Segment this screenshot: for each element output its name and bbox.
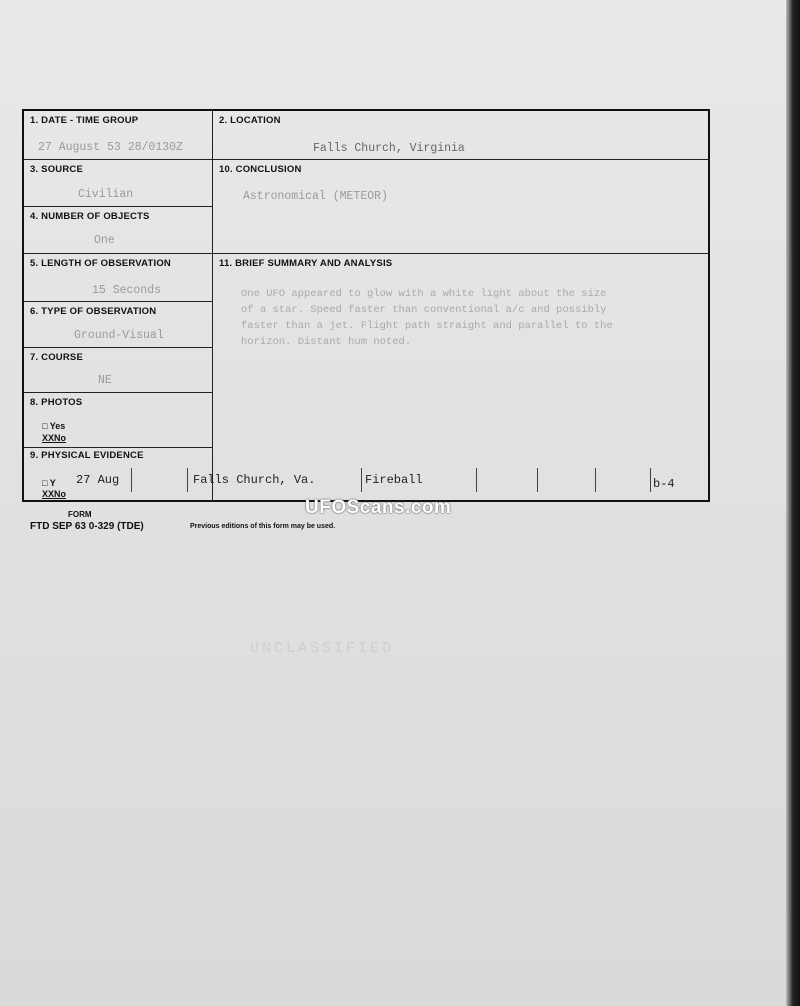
summary-text: [241, 286, 613, 350]
photos-cell: [24, 393, 213, 448]
photos-yes-label: Yes: [49, 421, 66, 431]
physical-evidence-yes-option: □ Y: [42, 478, 56, 488]
conclusion-value: Astronomical (METEOR): [243, 190, 388, 203]
number-of-objects-label: 4. NUMBER OF OBJECTS: [30, 211, 150, 222]
course-value: NE: [98, 374, 112, 387]
index-divider: [476, 468, 477, 492]
source-value: Civilian: [78, 188, 134, 201]
location-label: 2. LOCATION: [219, 115, 281, 126]
photos-no-option: [42, 433, 66, 443]
index-divider: [537, 468, 538, 492]
summary-line: faster than a jet. Flight path straight and parallel to the: [241, 320, 613, 332]
index-divider: [595, 468, 596, 492]
index-divider: [187, 468, 188, 492]
type-of-observation-value: Ground-Visual: [74, 329, 164, 342]
course-label: 7. COURSE: [30, 352, 84, 363]
form-word: FORM: [68, 510, 92, 519]
photos-no-mark: XX: [42, 433, 55, 443]
location-cell: [213, 111, 710, 160]
physical-evidence-no-option: [42, 489, 66, 499]
length-of-observation-label: 5. LENGTH OF OBSERVATION: [30, 258, 171, 269]
photos-yes-option: □ Yes: [42, 421, 66, 431]
summary-line: One UFO appeared to glow with a white light about the size: [241, 288, 607, 300]
index-type: Fireball: [365, 473, 423, 487]
date-time-value: 27 August 53 28/0130Z: [38, 141, 183, 154]
number-of-objects-value: One: [94, 234, 115, 247]
form-number: FTD SEP 63 0-329 (TDE): [30, 521, 144, 532]
summary-line: of a star. Speed faster than conventional a/c and possibly: [241, 304, 607, 316]
physical-evidence-no-mark: XX: [42, 489, 55, 499]
length-of-observation-value: 15 Seconds: [92, 284, 162, 297]
index-date: 27 Aug: [76, 473, 120, 487]
physical-evidence-yes-label: Y: [49, 478, 56, 488]
project-card-form: [22, 109, 710, 502]
index-divider: [650, 468, 651, 492]
date-time-cell: [24, 111, 213, 160]
location-value: Falls Church, Virginia: [313, 142, 465, 155]
summary-label: 11. BRIEF SUMMARY AND ANALYSIS: [219, 258, 393, 269]
type-of-observation-label: 6. TYPE OF OBSERVATION: [30, 306, 157, 317]
date-time-label: 1. DATE - TIME GROUP: [30, 115, 139, 126]
photos-label: 8. PHOTOS: [30, 397, 83, 408]
source-cell: [24, 160, 213, 207]
form-note: Previous editions of this form may be used.: [190, 523, 336, 530]
conclusion-cell: [213, 160, 710, 254]
type-of-observation-cell: [24, 302, 213, 348]
watermark: UFOScans.com: [305, 497, 452, 518]
index-divider: [131, 468, 132, 492]
index-location: Falls Church, Va.: [193, 473, 316, 487]
source-label: 3. SOURCE: [30, 164, 84, 175]
physical-evidence-no-label: No: [54, 489, 67, 499]
number-of-objects-cell: [24, 207, 213, 254]
course-cell: [24, 348, 213, 393]
conclusion-label: 10. CONCLUSION: [219, 164, 302, 175]
physical-evidence-label: 9. PHYSICAL EVIDENCE: [30, 450, 144, 461]
scan-edge: [786, 0, 800, 1006]
index-divider: [361, 468, 362, 492]
index-code: b-4: [653, 477, 675, 491]
summary-line: horizon. Distant hum noted.: [241, 336, 412, 348]
unclassified-stamp: UNCLASSIFIED: [250, 640, 395, 657]
length-of-observation-cell: [24, 254, 213, 302]
photos-no-label: No: [54, 433, 67, 443]
summary-cell: [213, 254, 710, 502]
